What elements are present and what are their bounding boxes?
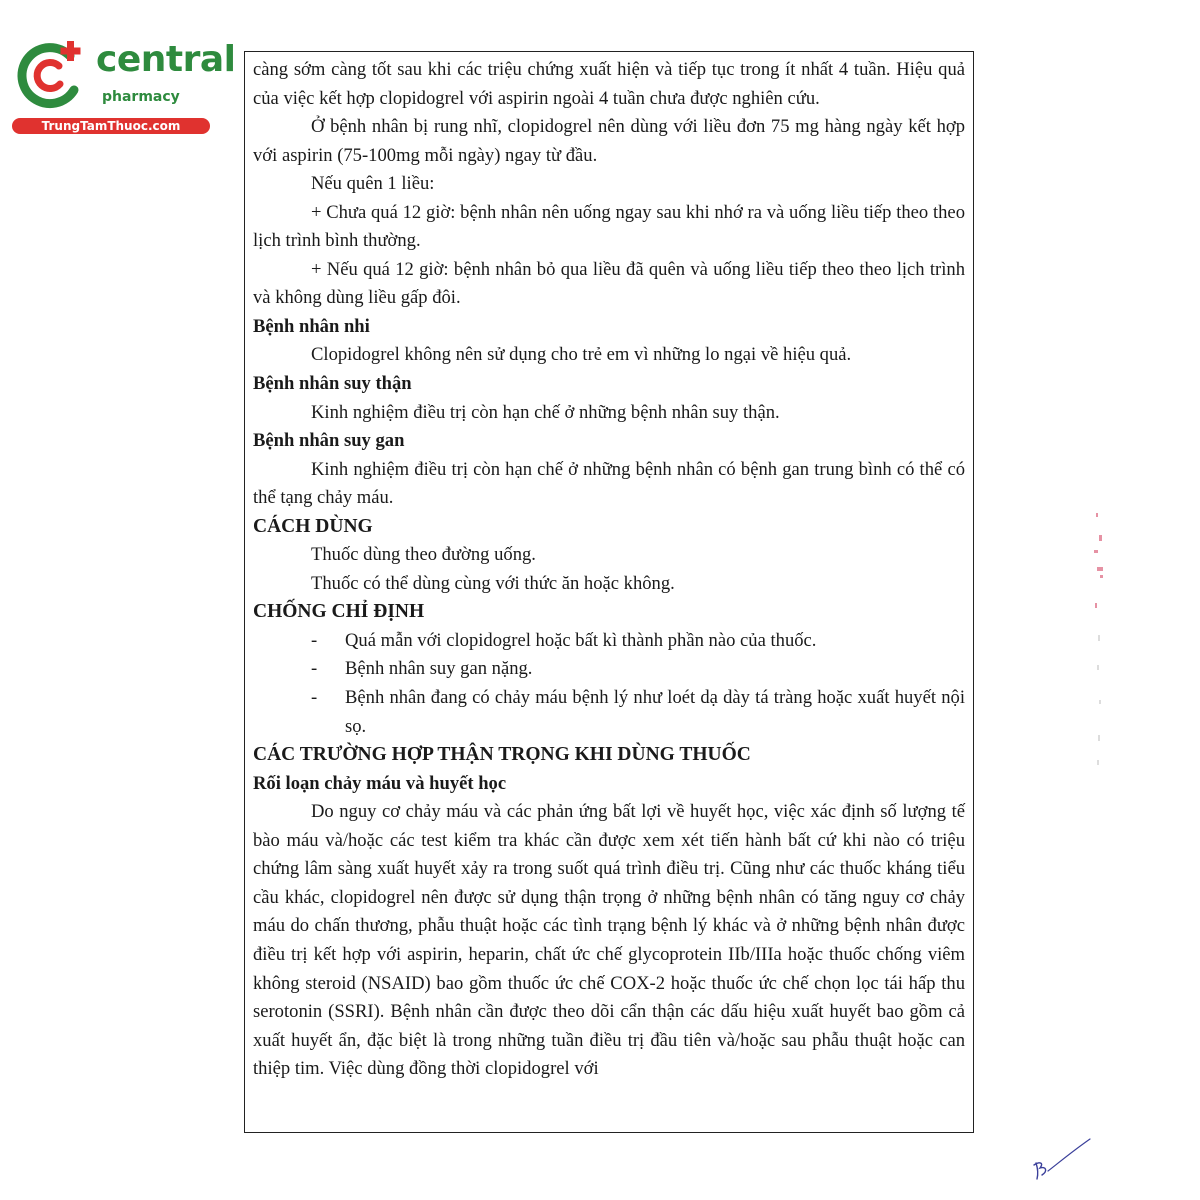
heading-pediatric: Bệnh nhân nhi — [253, 315, 370, 337]
heading-hepatic: Bệnh nhân suy gan — [253, 430, 405, 452]
heading-renal: Bệnh nhân suy thận — [253, 373, 412, 395]
list-item — [253, 627, 965, 656]
paragraph: Kinh nghiệm điều trị còn hạn chế ở những bệnh nhân có bệnh gan trung bình có thể có thể tạng chảy máu. — [253, 458, 965, 509]
contraindication-list — [253, 627, 965, 741]
list-item — [253, 684, 965, 741]
paragraph: Thuốc có thể dùng cùng với thức ăn hoặc không. — [311, 572, 675, 594]
paragraph: Nếu quên 1 liều: — [311, 173, 435, 195]
stamp-residue-marks — [1082, 505, 1122, 775]
list-item-text: Bệnh nhân suy gan nặng. — [345, 658, 533, 680]
dash-marker: - — [311, 687, 318, 709]
dash-marker: - — [311, 629, 318, 651]
heading-contraindications: CHỐNG CHỈ ĐỊNH — [253, 601, 425, 623]
heading-usage: CÁCH DÙNG — [253, 515, 373, 537]
heading-precautions: CÁC TRƯỜNG HỢP THẬN TRỌNG KHI DÙNG THUỐC — [253, 744, 751, 766]
heading-bleeding: Rối loạn chảy máu và huyết học — [253, 772, 507, 794]
logo-site-link[interactable]: TrungTamThuoc.com — [12, 118, 210, 134]
paragraph: Kinh nghiệm điều trị còn hạn chế ở những bệnh nhân suy thận. — [311, 401, 780, 423]
paragraph: Ở bệnh nhân bị rung nhĩ, clopidogrel nên dùng với liều đơn 75 mg hàng ngày kết hợp với aspirin (75-100mg mỗi ngày) ngay từ đầu. — [253, 116, 965, 166]
central-pharmacy-logo[interactable] — [10, 36, 236, 140]
paragraph: Thuốc dùng theo đường uống. — [311, 544, 536, 566]
paragraph: + Chưa quá 12 giờ: bệnh nhân nên uống ngay sau khi nhớ ra và uống liều tiếp theo theo lịch trình bình thường. — [253, 201, 965, 252]
paragraph: Do nguy cơ chảy máu và các phản ứng bất lợi về huyết học, việc xác định số lượng tế bào máu và/hoặc các test kiểm tra khác cần được xem xét tiến hành bất cứ khi nào có triệu chứng lâm sàng xuất huyết xảy ra trong suốt quá trình điều trị. Cũng như các thuốc kháng tiểu cầu khác, clopidogrel nên được sử dụng thận trọng ở những bệnh nhân có tăng nguy cơ chảy máu do chấn thương, phẫu thuật hoặc các tình trạng bệnh lý khác và ở những bệnh nhân được điều trị kết hợp với aspirin, heparin, chất ức chế glycoprotein IIb/IIIa hoặc thuốc chống viêm không steroid (NSAID) bao gồm thuốc ức chế COX-2 hoặc thuốc ức chế chọn lọc tái hấp thu serotonin (SSRI). Bệnh nhân cần được theo dõi cẩn thận các dấu hiệu xuất huyết bao gồm cả xuất huyết ẩn, đặc biệt là trong những tuần điều trị đầu tiên và/hoặc sau phẫu thuật hoặc can thiệp tim. Việc dùng đồng thời clopidogrel với — [253, 801, 965, 1080]
list-item-text: Quá mẫn với clopidogrel hoặc bất kì thành phần nào của thuốc. — [345, 629, 817, 651]
signature-initials-icon — [1030, 1135, 1094, 1181]
dash-marker: - — [311, 658, 318, 680]
logo-brand-text: central — [96, 39, 236, 80]
pharmacy-logo-icon — [12, 38, 90, 110]
paragraph: + Nếu quá 12 giờ: bệnh nhân bỏ qua liều đã quên và uống liều tiếp theo theo lịch trình và không dùng liều gấp đôi. — [253, 258, 965, 309]
leaflet-text-frame — [244, 51, 974, 1133]
list-item-text: Bệnh nhân đang có chảy máu bệnh lý như loét dạ dày tá tràng hoặc xuất huyết nội sọ. — [345, 687, 965, 737]
paragraph: Clopidogrel không nên sử dụng cho trẻ em vì những lo ngại về hiệu quả. — [311, 344, 852, 366]
logo-subtitle: pharmacy — [102, 89, 180, 105]
list-item — [253, 655, 965, 684]
paragraph: càng sớm càng tốt sau khi các triệu chứng xuất hiện và tiếp tục trong ít nhất 4 tuần. Hiệu quả của việc kết hợp clopidogrel với aspirin ngoài 4 tuần chưa được nghiên cứu. — [253, 59, 965, 109]
